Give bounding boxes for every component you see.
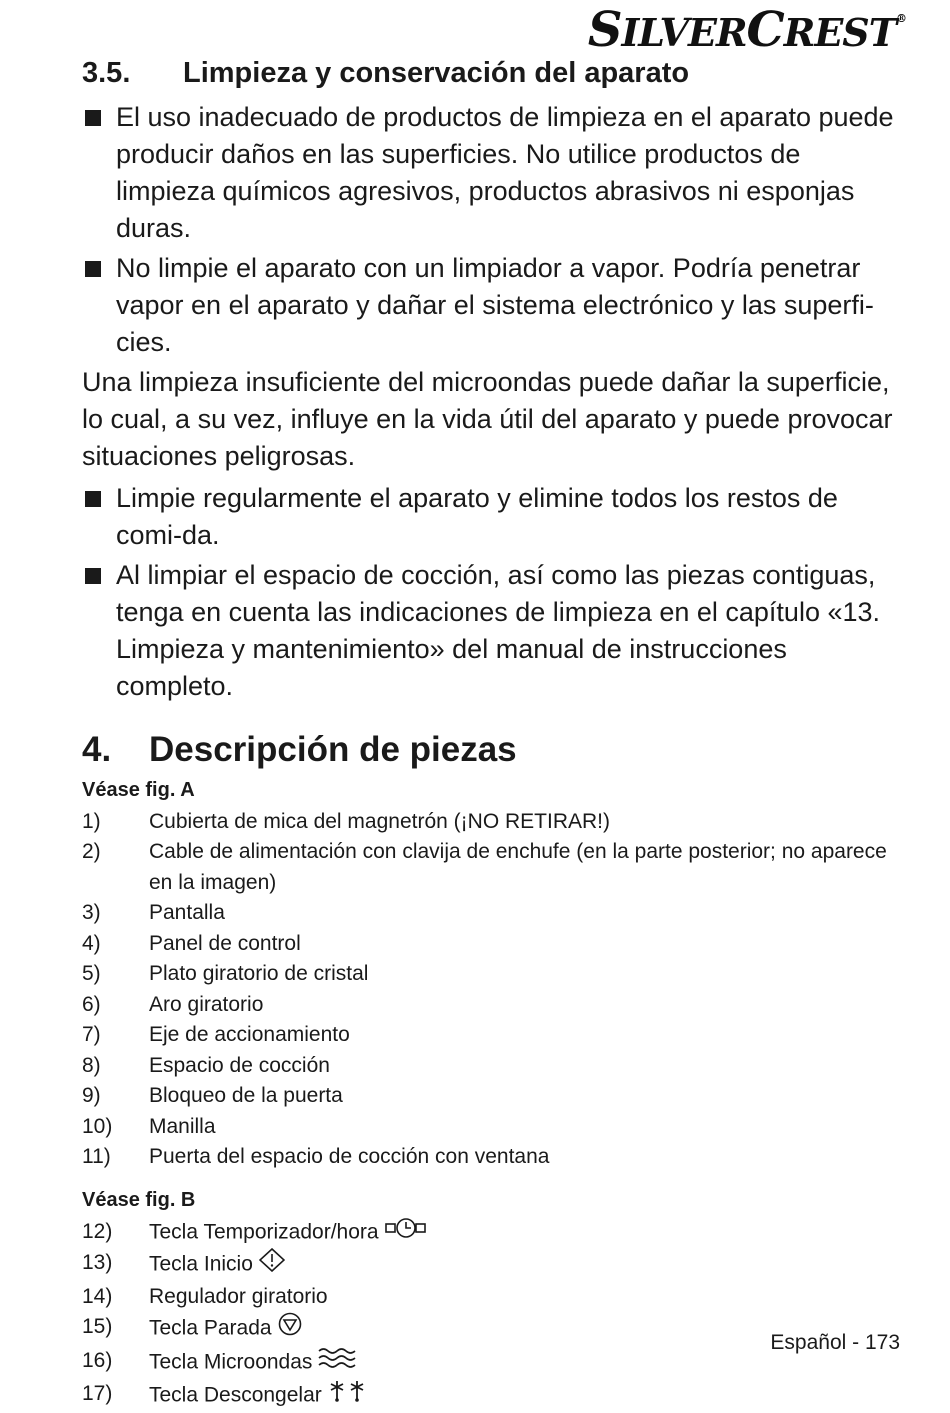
fig-a-heading: Véase fig. A [82,778,195,801]
item-text: Manilla [149,1114,216,1138]
item-number: 3) [82,901,101,925]
item-text: Bloqueo de la puerta [149,1084,343,1108]
item-text: Puerta del espacio de cocción con ventana [149,1145,550,1169]
list-item [82,990,904,1021]
list-item [82,929,904,960]
section-4-heading [82,729,904,771]
list-item [82,837,904,898]
section-3-5-heading [82,56,904,91]
item-number: 6) [82,992,101,1016]
page-footer: Español - 173 [770,1331,900,1354]
item-text: Tecla Descongelar [149,1383,322,1407]
page-content [82,56,904,1413]
item-text: Cable de alimentación con clavija de enchufe (en la parte posterior; no aparece en la imagen) [149,840,887,894]
bullet-text: Al limpiar el espacio de cocción, así como las piezas contiguas, tenga en cuenta las indicaciones de limpieza en el capítulo «13. Limpieza y mantenimiento» del manual de instrucciones completo. [116,559,881,701]
item-text: Eje de accionamiento [149,1023,350,1047]
item-number: 4) [82,931,101,955]
section-number: 3.5. [82,57,131,89]
item-number: 16) [82,1348,113,1372]
item-text: Tecla Temporizador/hora [149,1220,379,1244]
item-text: Plato giratorio de cristal [149,962,369,986]
bullet-item [82,557,904,705]
item-number: 1) [82,809,101,833]
list-item [82,1112,904,1143]
item-text: Tecla Inicio [149,1252,253,1276]
item-text: Aro giratorio [149,992,264,1016]
item-number: 11) [82,1145,111,1169]
item-text: Cubierta de mica del magnetrón (¡NO RETIRAR!) [149,809,610,833]
item-number: 7) [82,1023,101,1047]
item-text: Pantalla [149,901,225,925]
item-number: 10) [82,1114,113,1138]
item-number: 17) [82,1382,113,1406]
body-paragraph: Una limpieza insuficiente del microondas puede dañar la superficie, lo cual, a su vez, influye en la vida útil del aparato y puede provocar situaciones peligrosas. [82,366,893,471]
bullet-text: Limpie regularmente el aparato y elimine todos los restos de comi-da. [116,482,838,550]
item-number: 15) [82,1315,113,1339]
list-item [82,1051,904,1082]
bullet-text: El uso inadecuado de productos de limpieza en el aparato puede producir daños en las superficies. No utilice productos de limpieza químicos agresivos, productos abrasivos ni esponjas duras. [116,101,894,243]
item-text: Tecla Parada [149,1316,272,1340]
section-title: Limpieza y conservación del aparato [183,57,690,89]
item-number: 2) [82,840,101,864]
list-item [82,959,904,990]
item-number: 9) [82,1084,101,1108]
start-diamond-icon [259,1248,285,1282]
item-text: Regulador giratorio [149,1284,328,1308]
bullet-item [82,480,904,554]
section-title: Descripción de piezas [149,729,517,769]
fig-b-heading: Véase fig. B [82,1188,196,1211]
list-item [82,1282,904,1313]
bullet-text: No limpie el aparato con un limpiador a vapor. Podría penetrar vapor en el aparato y dañar el sistema electrónico y las superfi-cies. [116,252,874,357]
registered-mark: ® [896,12,906,25]
list-item [82,898,904,929]
item-number: 8) [82,1053,101,1077]
item-text: Espacio de cocción [149,1053,330,1077]
item-number: 12) [82,1219,113,1243]
item-number: 14) [82,1284,113,1308]
bullet-item [82,250,904,361]
defrost-snowflake-icon [328,1379,366,1413]
list-item [82,807,904,838]
bullet-square-icon [85,261,101,277]
fig-a-list [82,807,904,1173]
item-number: 13) [82,1251,113,1275]
timer-clock-icon [385,1217,427,1249]
bullet-square-icon [85,568,101,584]
list-item [82,1142,904,1173]
bullet-square-icon [85,110,101,126]
item-text: Panel de control [149,931,301,955]
list-item [82,1081,904,1112]
stop-icon [278,1312,302,1346]
fig-b-list [82,1217,904,1413]
list-item [82,1248,904,1282]
item-text: Tecla Microondas [149,1350,313,1374]
bullet-square-icon [85,491,101,507]
list-item [82,1020,904,1051]
item-number: 5) [82,962,101,986]
section-number: 4. [82,729,112,769]
list-item [82,1217,904,1249]
silvercrest-logo: SILVERCREST® [587,2,906,58]
bullet-item [82,99,904,247]
list-item [82,1379,904,1413]
